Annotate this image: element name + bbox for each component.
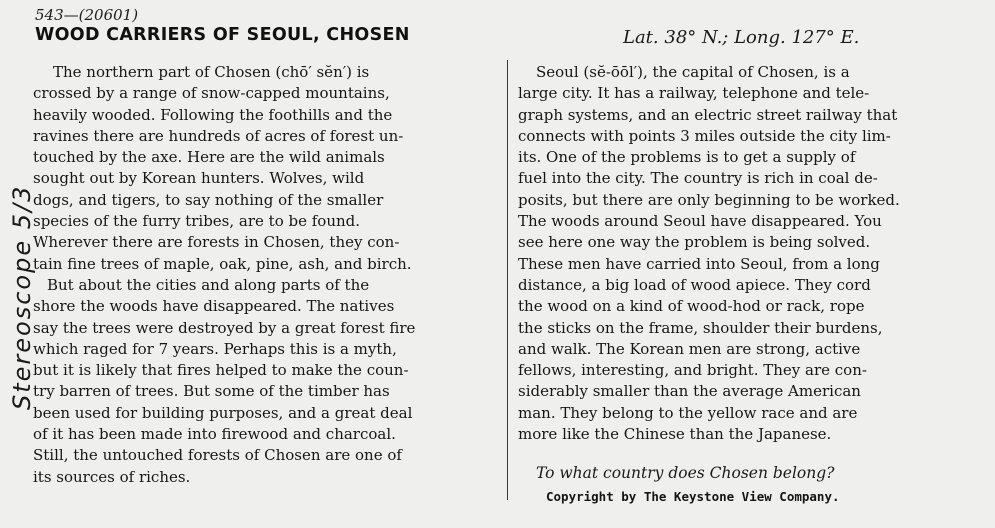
text-line: graph systems, and an electric street railway that	[518, 105, 898, 124]
text-line: more like the Chinese than the Japanese.	[518, 425, 832, 444]
text-line: ravines there are hundreds of acres of forest un-	[33, 126, 404, 145]
text-line: heavily wooded. Following the foothills and the	[33, 105, 393, 124]
text-line: the sticks on the frame, shoulder their burdens,	[518, 318, 883, 337]
text-line: which raged for 7 years. Perhaps this is a myth,	[33, 339, 397, 358]
text-line: of it has been made into firewood and charcoal.	[33, 425, 396, 444]
left-text-column	[33, 62, 493, 488]
text-line: its. One of the problems is to get a supply of	[518, 148, 856, 167]
text-line: touched by the axe. Here are the wild animals	[33, 148, 385, 167]
text-line: connects with points 3 miles outside the city lim-	[518, 126, 891, 145]
text-line: Wherever there are forests in Chosen, they con-	[33, 233, 400, 252]
copyright-notice: Copyright by The Keystone View Company.	[546, 489, 840, 504]
text-line: But about the cities and along parts of the	[47, 275, 370, 294]
text-line: say the trees were destroyed by a great forest fire	[33, 318, 416, 337]
text-line: posits, but there are only beginning to be worked.	[518, 190, 900, 209]
text-line: species of the furry tribes, are to be found.	[33, 212, 361, 231]
text-line: fellows, interesting, and bright. They are con-	[518, 361, 867, 380]
text-line: see here one way the problem is being solved.	[518, 233, 871, 252]
handwritten-note: Stereoscope 5/3	[8, 184, 36, 410]
text-line: Still, the untouched forests of Chosen are one of	[33, 446, 402, 465]
text-line: Seoul (sĕ-ōōl′), the capital of Chosen, is a	[536, 63, 850, 81]
text-line: siderably smaller than the average American	[518, 382, 861, 401]
text-line: shore the woods have disappeared. The natives	[33, 297, 395, 316]
review-question: To what country does Chosen belong?	[536, 464, 835, 482]
right-text-column	[518, 62, 976, 445]
text-line: try barren of trees. But some of the timber has	[33, 382, 390, 401]
text-line: been used for building purposes, and a great deal	[33, 403, 413, 422]
column-divider	[507, 60, 508, 500]
text-line: The woods around Seoul have disappeared. You	[518, 212, 882, 231]
card-title: WOOD CARRIERS OF SEOUL, CHOSEN	[35, 25, 410, 45]
catalog-number: 543—(20601)	[35, 6, 139, 24]
text-line: but it is likely that fires helped to make the coun-	[33, 361, 409, 380]
text-line: distance, a big load of wood apiece. They cord	[518, 275, 871, 294]
text-line: The northern part of Chosen (chō′ sĕn′) is	[53, 63, 370, 81]
text-line: the wood on a kind of wood-hod or rack, rope	[518, 297, 865, 316]
text-line: fuel into the city. The country is rich in coal de-	[518, 169, 878, 188]
text-line: tain fine trees of maple, oak, pine, ash, and birch.	[33, 254, 412, 273]
text-line: large city. It has a railway, telephone and tele-	[518, 84, 870, 103]
text-line: These men have carried into Seoul, from a long	[518, 254, 880, 273]
text-line: and walk. The Korean men are strong, active	[518, 339, 861, 358]
text-line: man. They belong to the yellow race and are	[518, 403, 858, 422]
text-line: dogs, and tigers, to say nothing of the smaller	[33, 190, 384, 209]
coordinates: Lat. 38° N.; Long. 127° E.	[623, 27, 860, 48]
text-line: sought out by Korean hunters. Wolves, wild	[33, 169, 365, 188]
text-line: crossed by a range of snow-capped mountains,	[33, 84, 390, 103]
text-line: its sources of riches.	[33, 467, 191, 486]
